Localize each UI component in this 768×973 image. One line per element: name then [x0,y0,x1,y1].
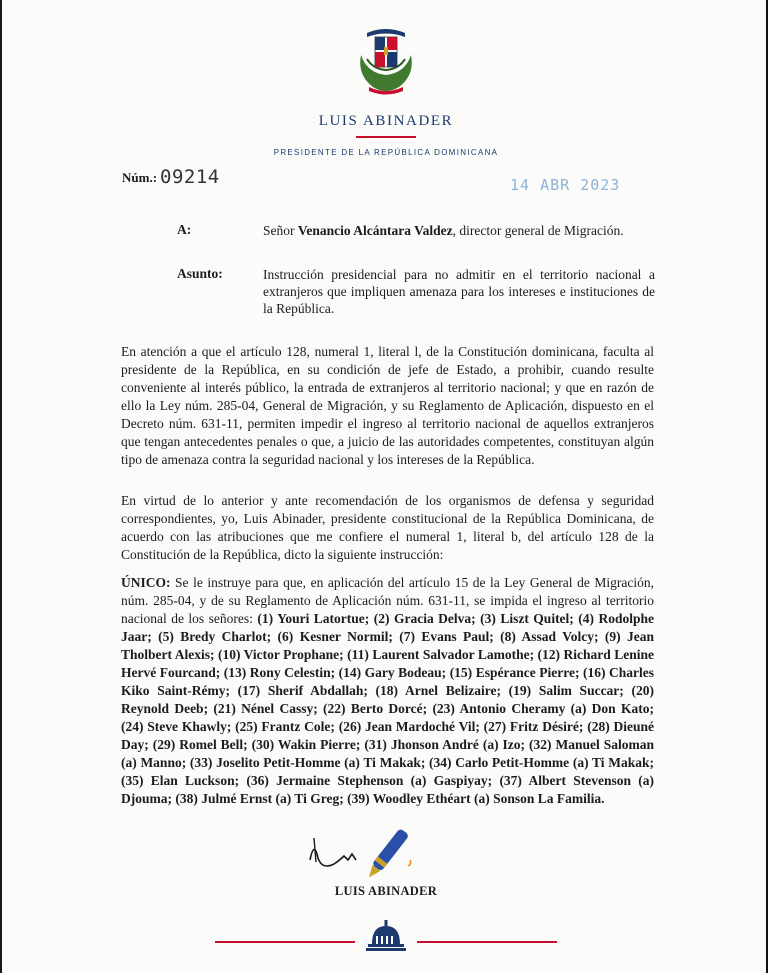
instruction-heading: ÚNICO: [121,575,171,590]
recipient-label: A: [177,222,192,237]
instruction-names-list: (1) Youri Latortue; (2) Gracia Delva; (3) Liszt Quitel; (4) Rodolphe Jaar; (5) Bredy Charlot; (6) Kesner Normil; (7) Evans Paul; (8) Assad Volcy; (9) Jean Tholbert Alexis; (10) Victor Prophane; (11) Laurent Salvador Lamothe; (12) Richard Lenine Hervé Fourcand; (13) Rony Celestin; (14) Gary Bodeau; (15) Espérance Pierre; (16) Charles Kiko Saint-Rémy; (17) Sherif Abdallah; (18) Arnel Belizaire; (19) Salim Succar; (20) Reynold Deeb; (21) Nénel Cassy; (22) Berto Dorcé; (23) Antonio Cheramy (a) Don Kato; (24) Steve Khawly; (25) Frantz Cole; (26) Jean Mardoché Vil; (27) Fritz Désiré; (28) Dieuné Day; (29) Romel Bell; (30) Wakin Pierre; (31) Jhonson André (a) Izo; (32) Manuel Saloman (a) Manno; (33) Joselito Petit-Homme (a) Ti Makak; (34) Carlo Petit-Homme (a) Ti Makak; (35) Elan Luckson; (36) Jermaine Stephenson (a) Gaspiyay; (37) Albert Stevenson (a) Djouma; (38) Julmé Ernst (a) Ti Greg; (39) Woodley Ethéart (a) Sonson La Familia. [121,611,654,806]
sender-name: LUIS ABINADER [318,113,454,129]
footer-divider-right [417,941,557,943]
signature-icon [300,820,470,880]
subject-label: Asunto: [177,266,223,281]
date-stamp: 14 ABR 2023 [510,176,621,194]
signer-name: LUIS ABINADER [334,884,438,898]
subject-text: Instrucción presidencial para no admitir en el territorio nacional a extranjeros que impliquen amenaza para los intereses e instituciones de la República. [263,267,655,316]
coat-of-arms-icon [353,25,419,97]
recipient-name: Venancio Alcántara Valdez [297,223,453,238]
paragraph-authority: En virtud de lo anterior y ante recomendación de los organismos de defensa y seguridad correspondientes, yo, Luis Abinader, presidente constitucional de la República Dominicana, de acuerdo con las atribuciones que me confiere el numeral 1, literal b, del artículo 128 de la Constitución de la República, dicto la siguiente instrucción: [121,493,654,562]
sender-title: PRESIDENTE DE LA REPÚBLICA DOMINICANA [273,148,499,157]
document-page [2,0,766,973]
footer-divider-left [215,941,355,943]
reference-number-label: Núm.: [122,170,158,185]
palace-dome-icon [364,918,408,952]
reference-number: 09214 [160,166,220,188]
paragraph-instruction: ÚNICO: Se le instruye para que, en aplicación del artículo 15 de la Ley General de Migración, núm. 285-04, y de su Reglamento de Aplicación núm. 631-11, se impida el ingreso al territorio nacional de los señores: (1) Youri Latortue; (2) Gracia Delva; (3) Liszt Quitel; (4) Rodolphe Jaar; (5) Bredy Charlot; (6) Kesner Normil; (7) Evans Paul; (8) Assad Volcy; (9) Jean Tholbert Alexis; (10) Victor Prophane; (11) Laurent Salvador Lamothe; (12) Richard Lenine Hervé Fourcand; (13) Rony Celestin; (14) Gary Bodeau; (15) Espérance Pierre; (16) Charles Kiko Saint-Rémy; (17) Sherif Abdallah; (18) Arnel Belizaire; (19) Salim Succar; (20) Reynold Deeb; (21) Nénel Cassy; (22) Berto Dorcé; (23) Antonio Cheramy (a) Don Kato; (24) Steve Khawly; (25) Frantz Cole; (26) Jean Mardoché Vil; (27) Fritz Désiré; (28) Dieuné Day; (29) Romel Bell; (30) Wakin Pierre; (31) Jhonson André (a) Izo; (32) Manuel Saloman (a) Manno; (33) Joselito Petit-Homme (a) Ti Makak; (34) Carlo Petit-Homme (a) Ti Makak; (35) Elan Luckson; (36) Jermaine Stephenson (a) Gaspiyay; (37) Albert Stevenson (a) Djouma; (38) Julmé Ernst (a) Ti Greg; (39) Woodley Ethéart (a) Sonson La Familia. [121,575,654,806]
letterhead-divider [356,136,416,138]
paragraph-considerations: En atención a que el artículo 128, numeral 1, literal l, de la Constitución dominicana, faculta al presidente de la República, en su condición de jefe de Estado, a prohibir, cuando resulte conveniente al interés público, la entrada de extranjeros al territorio nacional; y que en razón de ello la Ley núm. 285-04, General de Migración, y su Reglamento de Aplicación, dispuesto en el Decreto núm. 631-11, permiten impedir el ingreso al territorio nacional de aquellos extranjeros que tengan antecedentes penales o que, a juicio de las autoridades competentes, constituyan algún tipo de amenaza contra la seguridad nacional y los intereses de la República. [121,344,654,467]
recipient-text: Señor Venancio Alcántara Valdez, director general de Migración. [263,223,624,238]
